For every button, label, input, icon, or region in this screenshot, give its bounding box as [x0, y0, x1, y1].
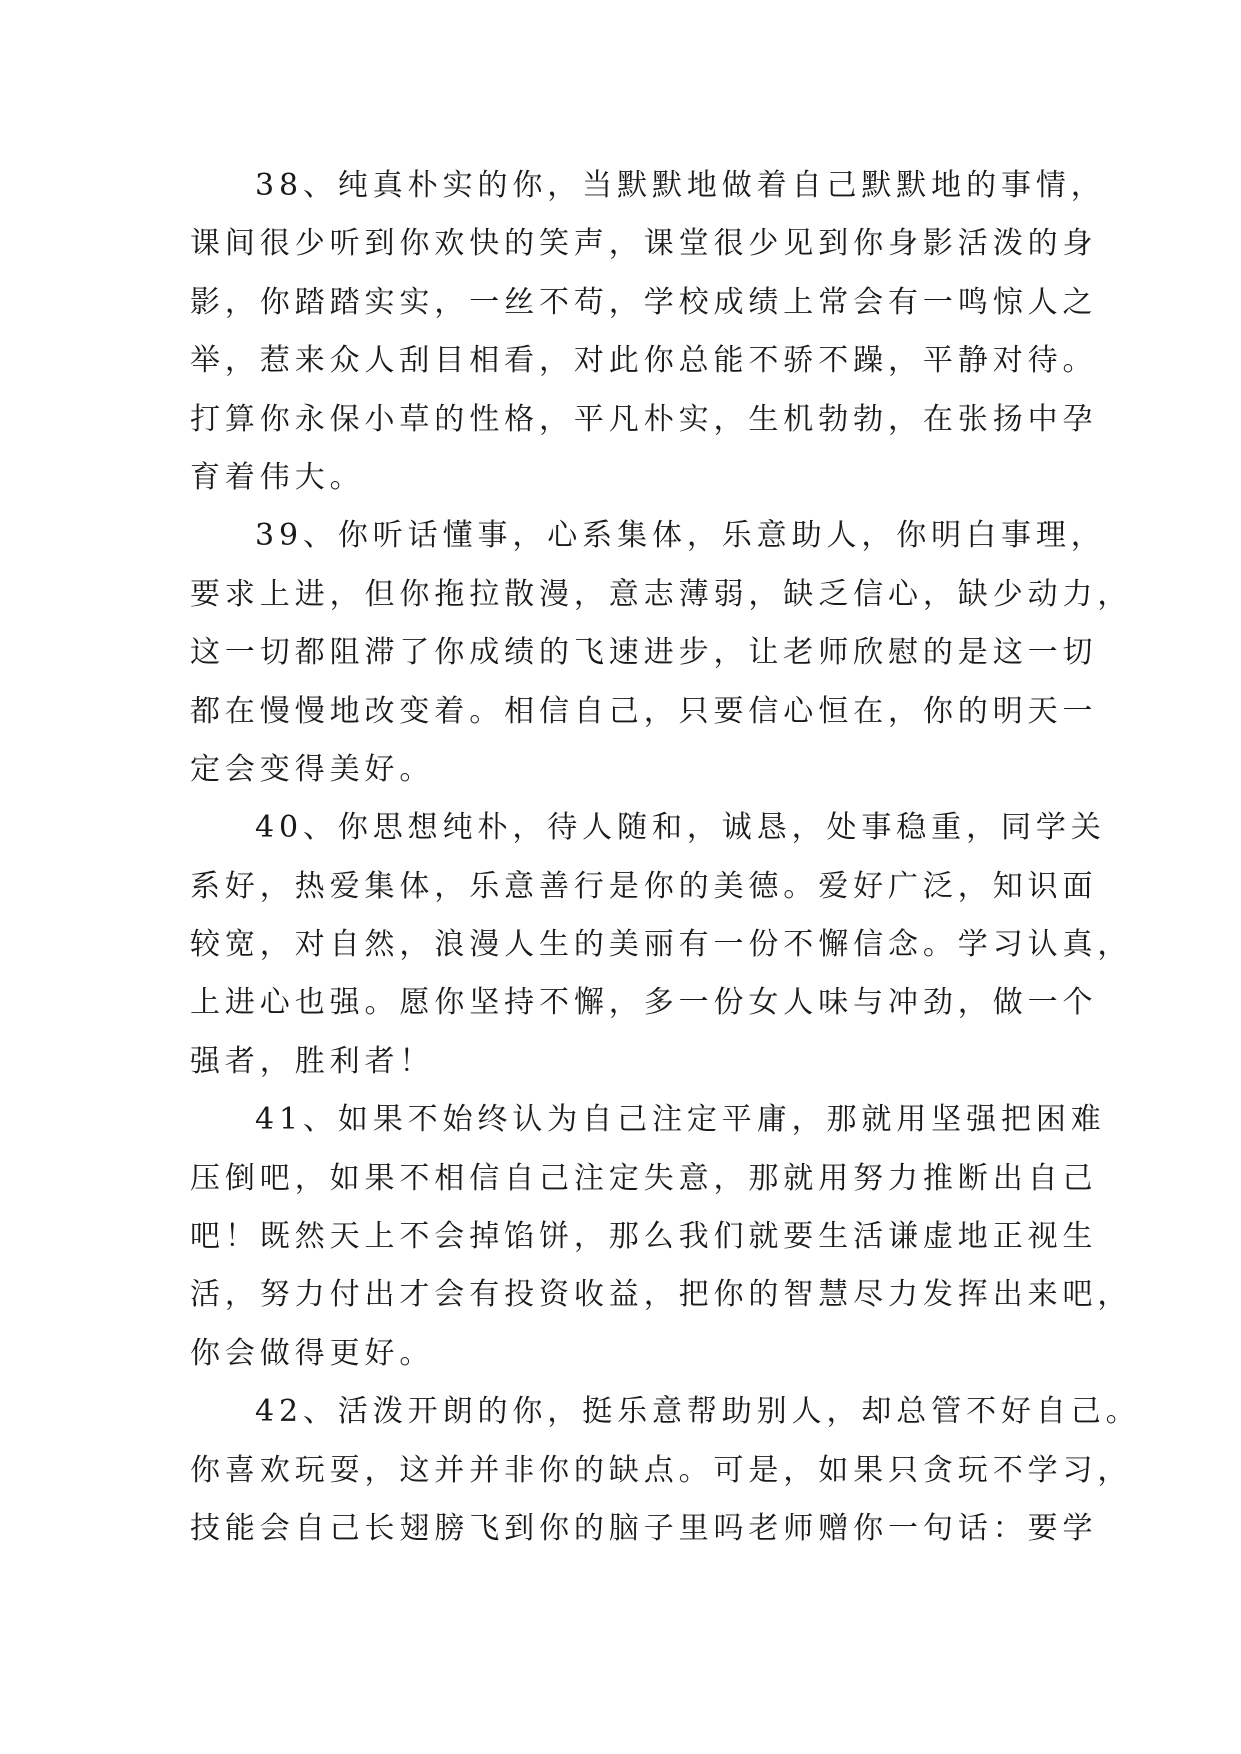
text-line: 举，惹来众人刮目相看，对此你总能不骄不躁，平静对待。 — [190, 343, 1098, 379]
text-line: 你会做得更好。 — [190, 1335, 435, 1371]
text-line: 你喜欢玩耍，这并并非你的缺点。可是，如果只贪玩不学习， — [190, 1452, 1133, 1488]
text-line: 较宽，对自然，浪漫人生的美丽有一份不懈信念。学习认真， — [190, 927, 1133, 963]
text-line: 都在慢慢地改变着。相信自己，只要信心恒在，你的明天一 — [190, 693, 1098, 729]
text-line: 系好，热爱集体，乐意善行是你的美德。爱好广泛，知识面 — [190, 868, 1098, 904]
text-line: 上进心也强。愿你坚持不懈，多一份女人味与冲劲，做一个 — [190, 985, 1098, 1021]
text-line: 42、活泼开朗的你，挺乐意帮助别人，却总管不好自己。 — [255, 1394, 1141, 1430]
text-line: 影，你踏踏实实，一丝不苟，学校成绩上常会有一鸣惊人之 — [190, 284, 1098, 320]
text-line: 吧！既然天上不会掉馅饼，那么我们就要生活谦虚地正视生 — [190, 1219, 1098, 1255]
text-line: 活，努力付出才会有投资收益，把你的智慧尽力发挥出来吧， — [190, 1277, 1133, 1313]
text-line: 定会变得美好。 — [190, 751, 435, 787]
text-line: 38、纯真朴实的你，当默默地做着自己默默地的事情， — [255, 168, 1106, 203]
paragraph-38 — [190, 157, 1106, 507]
text-line: 这一切都阻滞了你成绩的飞速进步，让老师欣慰的是这一切 — [190, 635, 1098, 671]
text-line: 打算你永保小草的性格，平凡朴实，生机勃勃，在张扬中孕 — [190, 401, 1098, 437]
text-line: 课间很少听到你欢快的笑声，课堂很少见到你身影活泼的身 — [190, 226, 1098, 262]
text-line: 压倒吧，如果不相信自己注定失意，那就用努力推断出自己 — [190, 1160, 1098, 1196]
paragraph-40 — [190, 799, 1133, 1091]
paragraph-42 — [190, 1383, 1141, 1558]
text-line: 39、你听话懂事，心系集体，乐意助人，你明白事理， — [255, 518, 1106, 554]
text-line: 要求上进，但你拖拉散漫，意志薄弱，缺乏信心，缺少动力， — [190, 576, 1133, 612]
text-line: 强者，胜利者！ — [190, 1043, 435, 1079]
text-line: 育着伟大。 — [190, 459, 365, 495]
text-line: 技能会自己长翅膀飞到你的脑子里吗老师赠你一句话：要学 — [190, 1510, 1098, 1546]
paragraph-39 — [190, 507, 1133, 799]
document-body — [190, 157, 1141, 1558]
paragraph-41 — [190, 1091, 1133, 1383]
text-line: 41、如果不始终认为自己注定平庸，那就用坚强把困难 — [255, 1102, 1106, 1138]
text-line: 40、你思想纯朴，待人随和，诚恳，处事稳重，同学关 — [255, 810, 1106, 846]
